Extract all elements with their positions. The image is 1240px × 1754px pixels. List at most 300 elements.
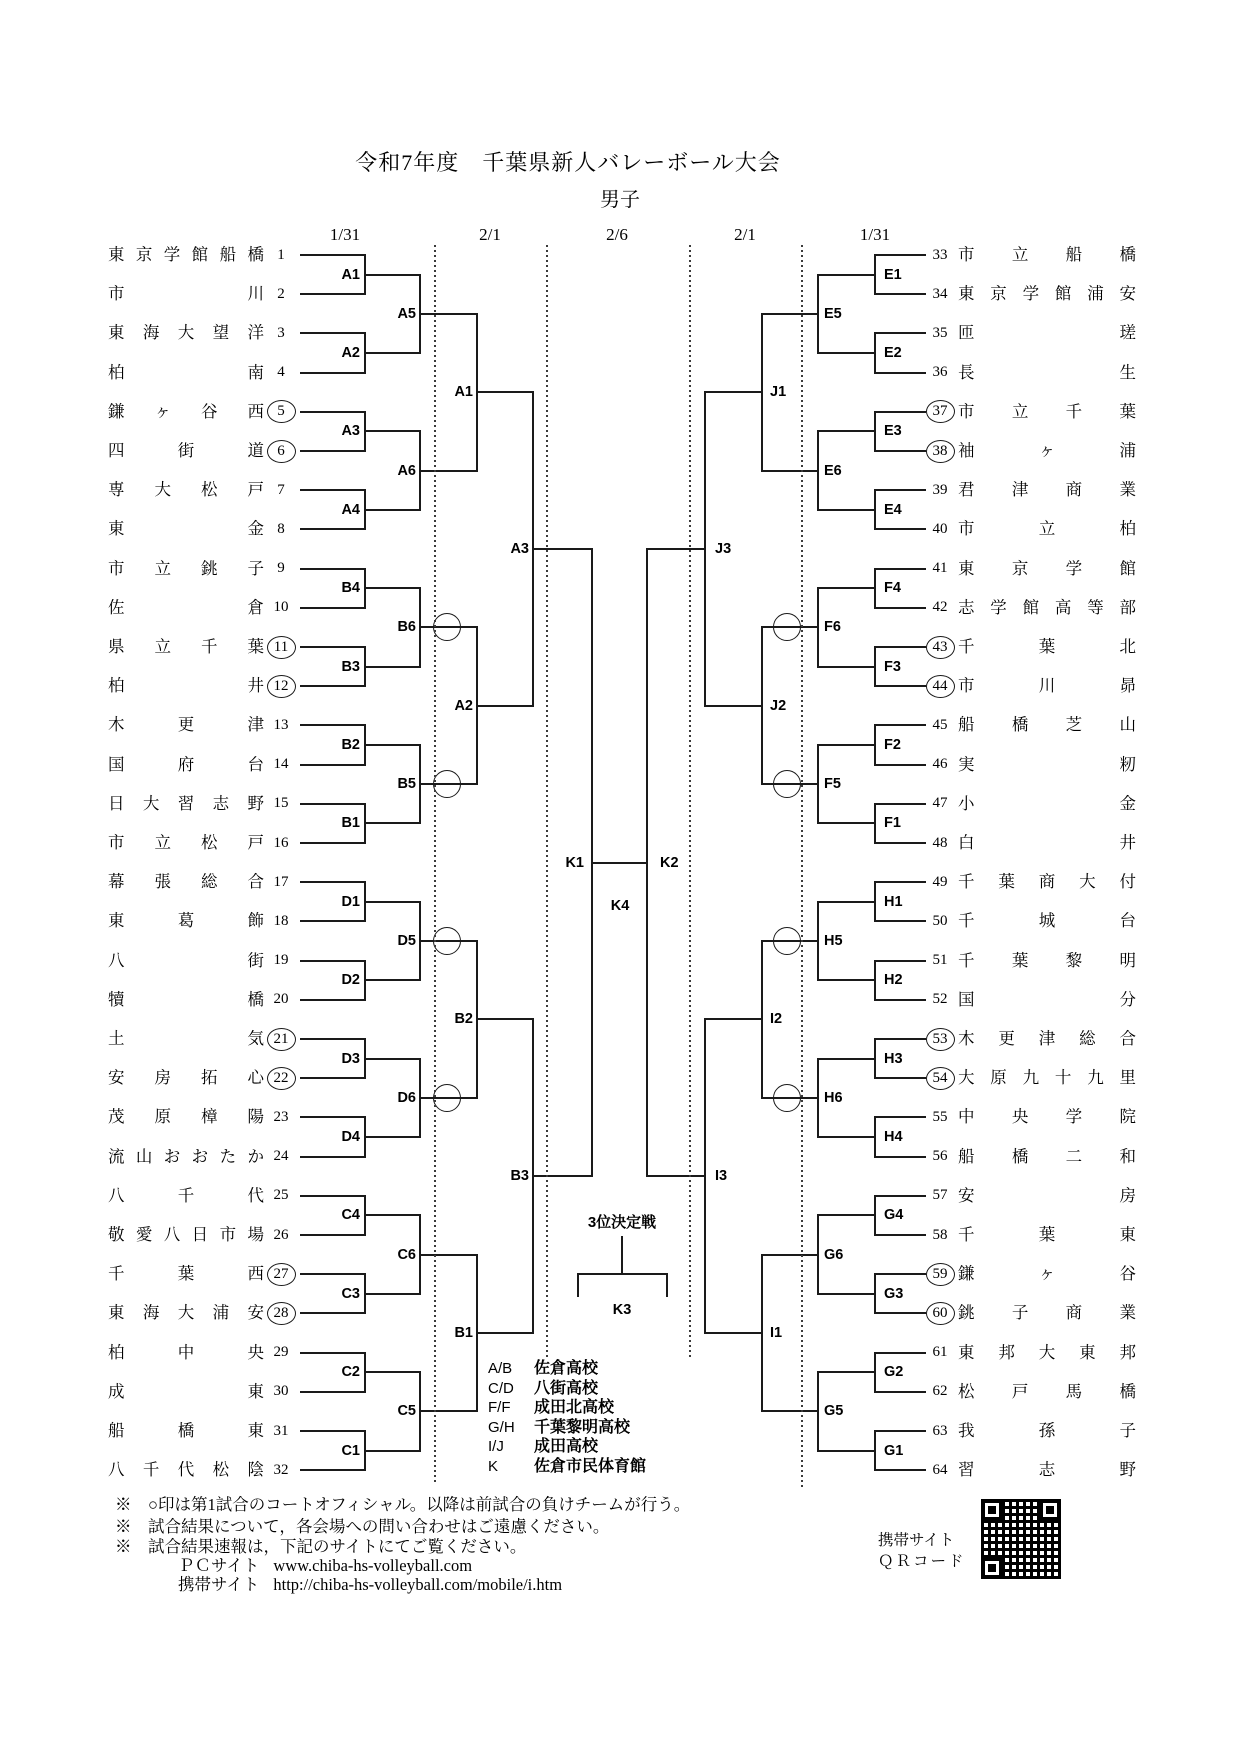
team-seed: 52 [932, 991, 948, 1008]
team-seed: 23 [273, 1108, 289, 1125]
team-name-char: 立 [1011, 245, 1029, 264]
team-line [300, 528, 365, 530]
team-seed: 50 [932, 912, 948, 929]
team-name-char: 志 [1038, 1460, 1056, 1480]
semifinal-label: K2 [660, 854, 679, 871]
team-number [262, 595, 300, 621]
team-name [108, 950, 264, 972]
court-official-circle [773, 927, 801, 955]
team-name [958, 1028, 1136, 1050]
team-name-char: 市 [108, 558, 125, 578]
team-line [875, 1156, 926, 1158]
team-name-char: 市 [958, 401, 975, 421]
team-name-char: 松 [212, 1460, 230, 1480]
team-name-char: 八 [108, 1185, 125, 1205]
team-name-char: 九 [1087, 1068, 1104, 1088]
team-name [108, 832, 264, 854]
winner-line [818, 274, 875, 276]
team-number [921, 752, 959, 778]
team-name-char: 東 [958, 558, 975, 578]
team-name-char: た [219, 1146, 237, 1166]
team-name-char: 央 [247, 1342, 264, 1362]
team-name-char: 北 [1119, 637, 1136, 656]
team-name-char: 習 [177, 793, 195, 813]
team-name-char: 商 [1038, 872, 1056, 892]
venue-name: 八街高校 [534, 1379, 599, 1397]
team-name-char: 府 [177, 754, 195, 774]
team-name-char: 木 [108, 715, 125, 735]
winner-line [818, 587, 875, 589]
team-name [958, 1106, 1136, 1128]
court-official-circle [773, 613, 801, 641]
match-label: C1 [341, 1442, 360, 1459]
team-line [300, 1195, 365, 1197]
team-name-char: 千 [958, 637, 975, 656]
team-name [958, 989, 1136, 1011]
team-line [300, 1273, 365, 1275]
match-label: D3 [341, 1050, 360, 1067]
team-name-char: 京 [1011, 558, 1029, 578]
team-number [921, 1065, 959, 1091]
pc-site-url[interactable]: www.chiba-hs-volleyball.com [273, 1556, 473, 1575]
team-line [875, 764, 926, 766]
team-seed: 62 [932, 1383, 948, 1400]
team-line [875, 1469, 926, 1471]
match-label: E5 [824, 305, 842, 322]
final-line [592, 862, 647, 864]
team-name-char: 原 [990, 1068, 1007, 1088]
court-official-circle [433, 613, 461, 641]
team-name-char: 飾 [247, 911, 264, 931]
team-name-char: 大 [1079, 872, 1096, 892]
team-name-char: 商 [1065, 1303, 1083, 1323]
team-name-char: 戸 [247, 833, 264, 852]
team-name-char: 更 [998, 1029, 1015, 1048]
team-name-char: 志 [212, 793, 230, 813]
team-name-char: 総 [1079, 1029, 1096, 1048]
team-line [300, 450, 365, 452]
team-name-char: 八 [108, 950, 125, 970]
winner-line [762, 313, 818, 315]
team-name-char: 橋 [1011, 1146, 1029, 1166]
team-name-char: 十 [1054, 1068, 1072, 1088]
team-name-char: 土 [108, 1029, 125, 1048]
team-name [108, 1381, 264, 1403]
team-line [300, 920, 365, 922]
team-seed: 4 [277, 364, 285, 381]
date-header: 1/31 [329, 225, 361, 244]
team-seed: 2 [277, 285, 285, 302]
winner-line [365, 744, 420, 746]
match-label: B3 [510, 1168, 529, 1185]
match-label: E2 [884, 345, 902, 361]
team-line [300, 1352, 365, 1354]
team-name-char: 更 [177, 715, 195, 735]
team-line [300, 646, 365, 648]
match-label: E6 [824, 462, 842, 479]
winner-line [818, 1293, 875, 1295]
winner-line [365, 509, 420, 511]
match-label: F1 [884, 815, 901, 832]
winner-line [420, 313, 477, 315]
team-name-char: 安 [1119, 284, 1136, 304]
team-seed: 41 [932, 560, 948, 577]
team-line [875, 372, 926, 374]
team-name [108, 636, 264, 658]
team-name-char: 日 [108, 793, 125, 813]
team-name [108, 871, 264, 893]
team-name-char: 八 [108, 1460, 125, 1480]
team-name [958, 754, 1136, 776]
team-name-char: 木 [958, 1029, 975, 1048]
team-name-char: 金 [247, 519, 264, 539]
team-number [262, 791, 300, 817]
match-label: J1 [770, 384, 787, 401]
team-name-char: 井 [1119, 833, 1136, 852]
team-name-char: 専 [108, 480, 125, 500]
venue-name: 成田高校 [534, 1438, 599, 1456]
date-separator-line [801, 245, 803, 1490]
pc-site-line [178, 1555, 472, 1576]
winner-line [818, 901, 875, 903]
team-name-char: 央 [1011, 1107, 1029, 1127]
team-number [921, 987, 959, 1013]
team-name-char: 柏 [108, 1342, 125, 1362]
winner-line [365, 352, 420, 354]
team-number [262, 1300, 300, 1326]
team-number [262, 281, 300, 307]
team-name-char: 市 [958, 245, 975, 264]
team-seed: 63 [932, 1422, 948, 1439]
team-name [958, 1146, 1136, 1168]
match-label: A2 [454, 697, 473, 714]
team-name [108, 793, 264, 815]
team-name-char: 高 [1054, 597, 1072, 617]
team-seed-circled: 44 [926, 675, 955, 698]
court-official-circle [773, 770, 801, 798]
team-name-char: 邦 [1119, 1342, 1136, 1362]
winner-line [365, 666, 420, 668]
qr-finder-icon [981, 1499, 1003, 1521]
match-label: G1 [884, 1442, 904, 1459]
team-name [108, 362, 264, 384]
team-name-char: 千 [958, 1225, 975, 1244]
winner-line [420, 1254, 477, 1256]
date-header: 2/6 [606, 225, 628, 244]
team-name-char: 千 [958, 872, 975, 892]
team-line [300, 881, 365, 883]
team-name [108, 910, 264, 932]
qr-code [981, 1499, 1061, 1579]
team-number [262, 438, 300, 464]
team-name-char: 流 [108, 1146, 125, 1166]
team-seed: 25 [273, 1187, 289, 1204]
winner-line [365, 1214, 420, 1216]
team-name-char: 葉 [998, 872, 1015, 892]
team-seed: 7 [277, 481, 285, 498]
winner-line [818, 1058, 875, 1060]
match-label: D4 [341, 1129, 360, 1145]
match-label: A3 [341, 423, 360, 440]
team-seed-circled: 60 [926, 1302, 955, 1325]
team-name-char: 安 [247, 1303, 264, 1323]
winner-line [818, 1371, 875, 1373]
team-name-char: 瑳 [1119, 323, 1136, 343]
team-number [262, 516, 300, 542]
winner-line [365, 274, 420, 276]
note-results-site: ※ 試合結果速報は，下記のサイトにてご覧ください。 [115, 1537, 527, 1556]
match-label: H3 [884, 1050, 903, 1067]
team-line [300, 685, 365, 687]
team-name-char: 東 [958, 1342, 975, 1362]
team-line [300, 568, 365, 570]
pc-site-label: ＰＣサイト [178, 1556, 260, 1575]
winner-line [818, 509, 875, 511]
team-name-char: 陰 [247, 1460, 264, 1480]
team-name-char: 東 [247, 1381, 264, 1401]
winner-line [533, 1175, 592, 1177]
team-name-char: 東 [108, 911, 125, 931]
team-name-char: 館 [1022, 597, 1040, 617]
team-name-char: 銚 [958, 1303, 975, 1323]
winner-line [705, 1332, 762, 1334]
team-number [262, 987, 300, 1013]
winner-line [477, 391, 533, 393]
team-name [108, 714, 264, 736]
team-seed: 40 [932, 520, 948, 537]
team-name-char: 東 [108, 519, 125, 539]
team-name-char: 安 [108, 1068, 125, 1088]
team-number [262, 948, 300, 974]
match-label: E1 [884, 266, 902, 283]
team-line [875, 960, 926, 962]
team-name-char: 日 [191, 1225, 209, 1244]
team-name-char: 千 [958, 950, 975, 970]
team-name [958, 244, 1136, 266]
team-name-char: 市 [958, 676, 975, 696]
match-label: J3 [715, 541, 732, 557]
team-name-char: 大 [177, 323, 195, 343]
team-name-char: 拓 [201, 1068, 218, 1088]
team-number [921, 281, 959, 307]
team-seed: 64 [932, 1461, 948, 1478]
team-number [921, 673, 959, 699]
team-name-char: 志 [958, 597, 975, 617]
team-name-char: 千 [108, 1264, 125, 1284]
team-line [875, 1116, 926, 1118]
team-name-char: 柏 [108, 362, 125, 382]
team-seed: 19 [273, 952, 289, 969]
team-name-char: 分 [1119, 989, 1136, 1009]
team-name-char: 我 [958, 1421, 975, 1440]
team-seed: 9 [277, 560, 285, 577]
winner-line [647, 548, 705, 550]
team-name-char: 葉 [247, 637, 264, 656]
venue-blocks: C/D [488, 1379, 514, 1397]
team-line [875, 646, 926, 648]
team-name-char: 市 [219, 1225, 237, 1244]
team-line [875, 450, 926, 452]
match-label: I1 [770, 1325, 783, 1341]
team-name-char: 子 [1011, 1303, 1029, 1323]
match-label: D2 [341, 972, 360, 989]
team-name-char: 倉 [247, 597, 264, 617]
team-seed: 17 [273, 873, 289, 890]
team-name-char: 葛 [177, 911, 195, 931]
team-name-char: 鎌 [108, 401, 125, 421]
team-name [958, 793, 1136, 815]
team-number [921, 1222, 959, 1248]
date-header: 2/1 [734, 225, 756, 244]
team-name-char: 幕 [108, 872, 125, 892]
team-seed-circled: 27 [267, 1263, 296, 1286]
team-name [108, 1302, 264, 1324]
team-name-char: 白 [958, 833, 975, 852]
team-name-char: 街 [177, 441, 195, 460]
team-name-char: 鎌 [958, 1264, 975, 1284]
team-seed-circled: 11 [267, 636, 296, 659]
match-label: C2 [341, 1364, 360, 1381]
team-seed: 16 [273, 834, 289, 851]
team-line [875, 881, 926, 883]
team-seed: 61 [932, 1344, 948, 1361]
team-name-char: ヶ [1038, 441, 1056, 460]
team-name-char: 籾 [1119, 754, 1136, 774]
third-place-line [577, 1273, 668, 1275]
qr-finder-icon [981, 1557, 1003, 1579]
match-label: A5 [397, 305, 416, 322]
team-line [300, 999, 365, 1001]
team-seed-circled: 6 [267, 440, 296, 463]
team-name-char: 浦 [212, 1303, 230, 1323]
venue-blocks: G/H [488, 1418, 515, 1436]
team-seed: 49 [932, 873, 948, 890]
team-number [921, 830, 959, 856]
team-name [958, 518, 1136, 540]
team-name-char: 千 [958, 911, 975, 931]
team-seed: 51 [932, 952, 948, 969]
team-line [875, 1273, 926, 1275]
match-label: I3 [715, 1168, 728, 1185]
team-number [262, 1026, 300, 1052]
team-name-char: 千 [201, 637, 218, 656]
team-name-char: 京 [135, 245, 153, 264]
team-number [921, 1457, 959, 1483]
team-seed: 18 [273, 912, 289, 929]
third-place-stem [621, 1236, 623, 1275]
venue-name: 佐倉市民体育館 [534, 1458, 647, 1475]
team-line [300, 607, 365, 609]
team-number [262, 1104, 300, 1130]
team-name [958, 675, 1136, 697]
team-seed: 56 [932, 1148, 948, 1165]
team-number [262, 869, 300, 895]
court-official-circle [433, 770, 461, 798]
team-name-char: 東 [108, 1303, 125, 1323]
team-name [958, 322, 1136, 344]
team-name-char: 東 [108, 245, 125, 264]
mobile-site-url[interactable]: http://chiba-hs-volleyball.com/mobile/i.htm [273, 1575, 563, 1594]
team-line [300, 960, 365, 962]
team-name [958, 558, 1136, 580]
team-name [108, 440, 264, 462]
team-line [875, 293, 926, 295]
team-name-char: 船 [958, 715, 975, 735]
team-name [958, 362, 1136, 384]
team-name [958, 597, 1136, 619]
team-line [875, 1312, 926, 1314]
team-number [262, 360, 300, 386]
winner-line [647, 1175, 705, 1177]
team-name-char: 匝 [958, 323, 975, 343]
team-name-char: 松 [201, 833, 218, 852]
match-label: F2 [884, 737, 901, 753]
team-line [875, 1077, 926, 1079]
team-line [300, 372, 365, 374]
team-name-char: 洋 [247, 323, 264, 343]
mobile-site-label: 携帯サイト [178, 1575, 260, 1594]
team-name-char: 総 [201, 872, 218, 892]
team-line [875, 254, 926, 256]
winner-line [762, 470, 818, 472]
team-name-char: 心 [247, 1068, 264, 1088]
team-name-char: 千 [177, 1185, 195, 1205]
team-number [921, 360, 959, 386]
team-name [958, 1185, 1136, 1207]
team-seed: 33 [932, 246, 948, 263]
match-label: C3 [341, 1285, 360, 1302]
match-label: G2 [884, 1364, 904, 1381]
team-name-char: 学 [1065, 558, 1083, 578]
match-label: H6 [824, 1089, 843, 1106]
team-name-char: 城 [1038, 911, 1056, 931]
team-line [875, 1352, 926, 1354]
team-name-char: 代 [177, 1460, 195, 1480]
winner-line [705, 705, 762, 707]
team-name-char: 千 [1065, 401, 1083, 421]
team-seed: 46 [932, 756, 948, 773]
team-name-char: 橋 [247, 245, 264, 264]
team-name-char: 君 [958, 480, 975, 500]
match-label: C6 [397, 1246, 416, 1263]
venue-name: 成田北高校 [534, 1399, 615, 1417]
team-seed-circled: 22 [267, 1067, 296, 1090]
team-name-char: 葉 [177, 1264, 195, 1284]
team-seed: 29 [273, 1344, 289, 1361]
team-seed: 57 [932, 1187, 948, 1204]
qr-caption-line2: ＱＲコード [878, 1553, 966, 1570]
winner-line [762, 1410, 818, 1412]
match-label: E3 [884, 423, 902, 440]
team-line [300, 332, 365, 334]
team-name-char: 市 [108, 284, 125, 304]
team-seed-circled: 59 [926, 1263, 955, 1286]
team-name-char: 八 [163, 1225, 181, 1244]
team-name-char: 院 [1119, 1107, 1136, 1127]
team-name-char: 松 [958, 1381, 975, 1401]
team-name-char: 山 [1119, 715, 1136, 735]
team-seed: 30 [273, 1383, 289, 1400]
team-line [875, 528, 926, 530]
venue-blocks: F/F [488, 1399, 511, 1417]
team-name [958, 1067, 1136, 1089]
team-name [958, 1420, 1136, 1442]
team-name [958, 479, 1136, 501]
note-court-official: ※ ○印は第1試合のコートオフィシャル。以降は前試合の負けチームが行う。 [115, 1495, 691, 1514]
team-name-char: 立 [154, 637, 171, 656]
team-name-char: 大 [142, 793, 160, 813]
match-label: F3 [884, 658, 901, 675]
